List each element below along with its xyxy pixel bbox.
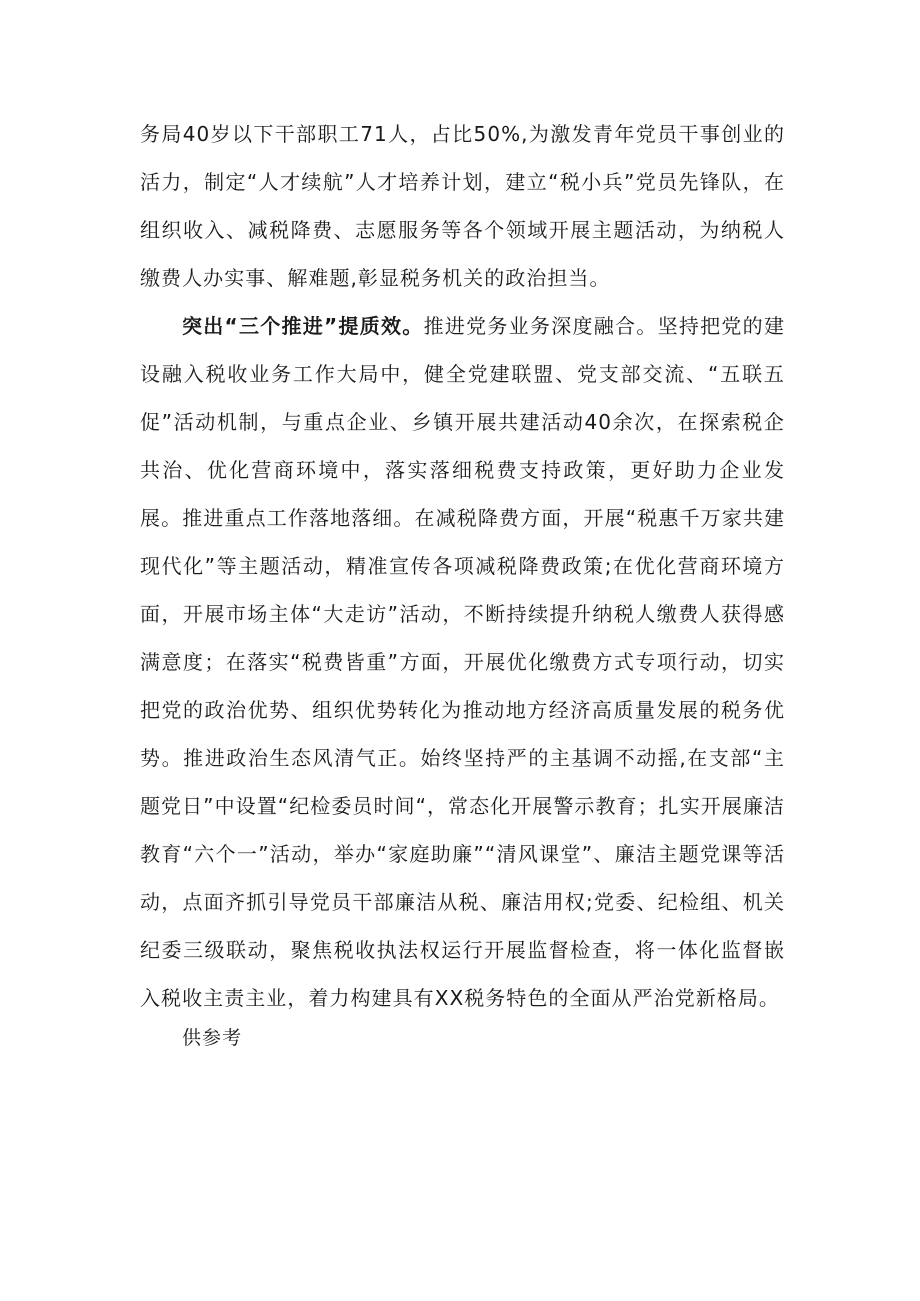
paragraph-2-body: 推进党务业务深度融合。坚持把党的建设融入税收业务工作大局中，健全党建联盟、党支部交流、“五联五促”活动机制，与重点企业、乡镇开展共建活动40余次，在探索税企共治、优化营商环境中，落实落细税费支持政策，更好助力企业发展。推进重点工作落地落细。在减税降费方面，开展“税惠千万家共建现代化”等主题活动，精准宣传各项减税降费政策;在优化营商环境方面，开展市场主体“大走访”活动，不断持续提升纳税人缴费人获得感满意度；在落实“税费皆重”方面，开展优化缴费方式专项行动，切实把党的政治优势、组织优势转化为推动地方经济高质量发展的税务优势。推进政治生态风清气正。始终坚持严的主基调不动摇,在支部“主题党日”中设置“纪检委员时间“，常态化开展警示教育；扎实开展廉洁教育“六个一”活动，举办“家庭助廉”“清风课堂”、廉洁主题党课等活动，点面齐抓引导党员干部廉洁从税、廉洁用权;党委、纪检组、机关纪委三级联动，聚焦税收执法权运行开展监督检查，将一体化监督嵌入税收主责主业，着力构建具有XX税务特色的全面从严治党新格局。 xyxy=(140,314,785,1010)
paragraph-2-heading: 突出“三个推进”提质效。 xyxy=(182,314,424,338)
paragraph-1: 务局40岁以下干部职工71人，占比50%,为激发青年党员干事创业的活力，制定“人才续航”人才培养计划，建立“税小兵”党员先锋队，在组织收入、减税降费、志愿服务等各个领域开展主题活动，为纳税人缴费人办实事、解难题,彰显税务机关的政治担当。 xyxy=(140,122,785,290)
document-body xyxy=(140,110,785,1062)
closing-note: 供参考 xyxy=(182,1027,243,1049)
paragraph-2 xyxy=(140,302,785,1022)
